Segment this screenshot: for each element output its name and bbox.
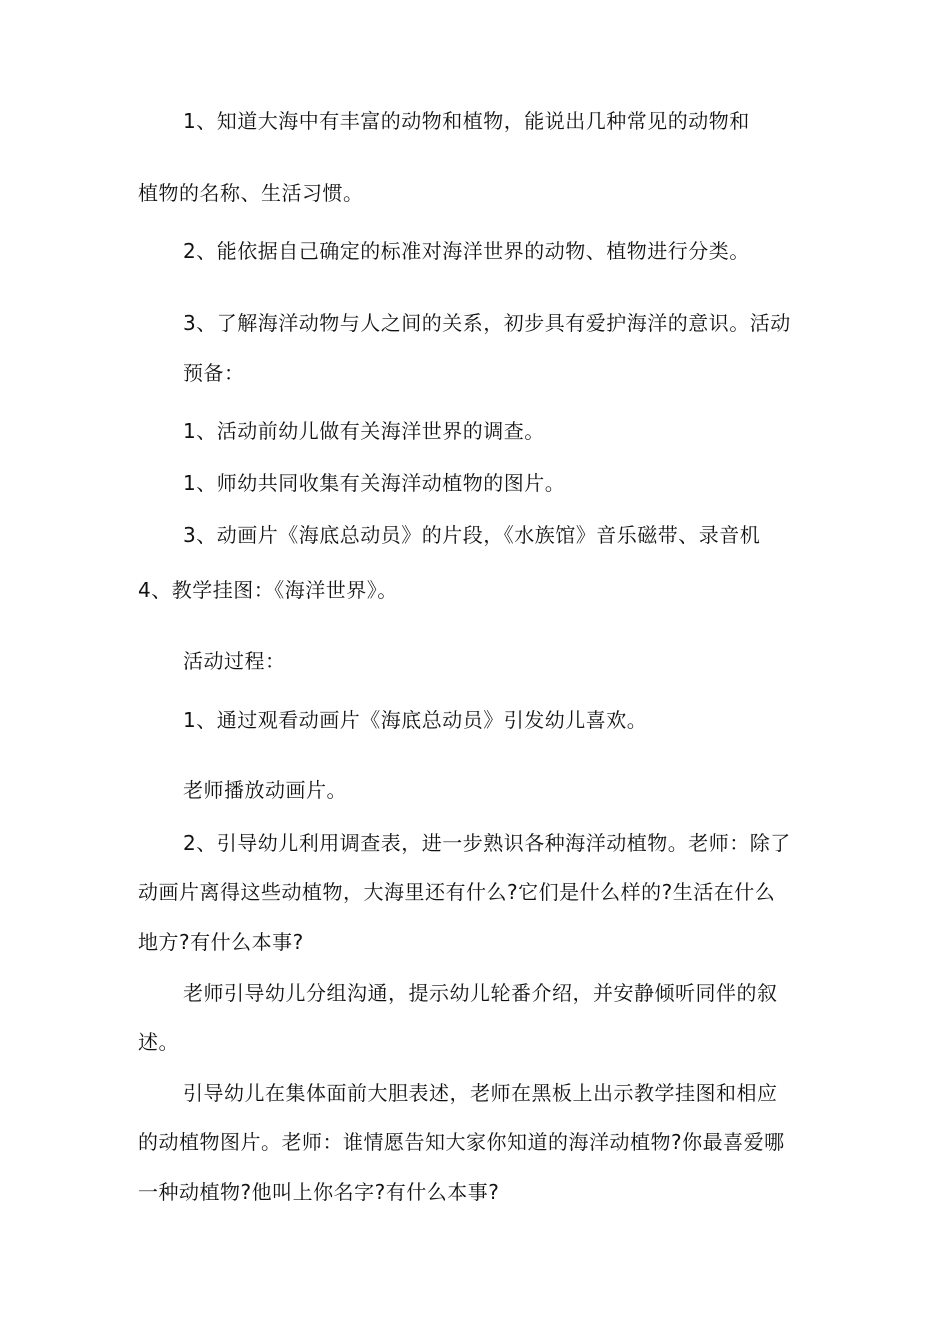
text-line: 3、了解海洋动物与人之间的关系，初步具有爱护海洋的意识。活动 [183, 311, 791, 335]
text-line: 动画片离得这些动植物，大海里还有什么?它们是什么样的?生活在什么 [138, 880, 776, 904]
text-line: 老师引导幼儿分组沟通，提示幼儿轮番介绍，并安静倾听同伴的叙 [183, 981, 778, 1005]
text-line: 3、动画片《海底总动员》的片段，《水族馆》音乐磁带、录音机 [183, 523, 761, 547]
text-line: 预备： [183, 361, 245, 385]
text-line: 老师播放动画片。 [183, 778, 347, 802]
text-line: 活动过程： [183, 649, 286, 673]
text-line: 4、教学挂图：《海洋世界》。 [138, 578, 398, 602]
text-line: 2、能依据自己确定的标准对海洋世界的动物、植物进行分类。 [183, 239, 750, 263]
text-line: 1、通过观看动画片《海底总动员》引发幼儿喜欢。 [183, 708, 648, 732]
text-line: 地方?有什么本事? [138, 930, 304, 954]
text-line: 一种动植物?他叫上你名字?有什么本事? [138, 1180, 500, 1204]
text-line: 述。 [138, 1030, 179, 1054]
text-line: 1、活动前幼儿做有关海洋世界的调查。 [183, 419, 545, 443]
text-line: 引导幼儿在集体面前大胆表述，老师在黑板上出示教学挂图和相应 [183, 1081, 778, 1105]
text-line: 1、知道大海中有丰富的动物和植物，能说出几种常见的动物和 [183, 109, 750, 133]
text-line: 植物的名称、生活习惯。 [138, 181, 364, 205]
text-line: 1、师幼共同收集有关海洋动植物的图片。 [183, 471, 566, 495]
text-line: 2、引导幼儿利用调查表，进一步熟识各种海洋动植物。老师：除了 [183, 831, 791, 855]
text-line: 的动植物图片。老师：谁情愿告知大家你知道的海洋动植物?你最喜爱哪 [138, 1130, 785, 1154]
